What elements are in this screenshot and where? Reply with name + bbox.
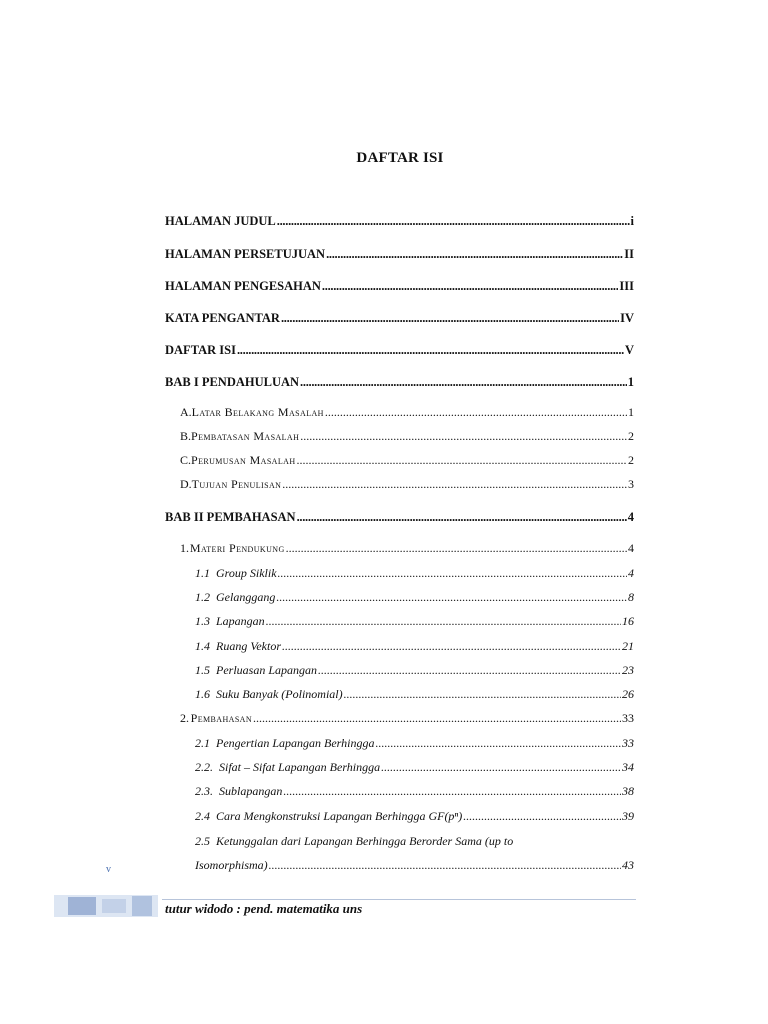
toc-label: HALAMAN PERSETUJUAN	[165, 247, 326, 261]
leader-dots	[277, 214, 630, 229]
toc-entry[interactable]	[180, 541, 634, 556]
toc-number: 1.3	[195, 614, 210, 628]
toc-page: 4	[628, 566, 634, 580]
toc-number: 2.5	[195, 834, 210, 848]
toc-label: Tujuan Penulisan	[191, 477, 282, 491]
toc-label: Sublapangan	[219, 784, 283, 798]
toc-number: 1.5	[195, 663, 210, 677]
toc-page: III	[619, 279, 634, 293]
leader-dots	[266, 614, 621, 629]
toc-number: 1.4	[195, 639, 210, 653]
toc-entry[interactable]	[165, 375, 634, 390]
toc-page: 34	[622, 760, 634, 774]
toc-page: 43	[622, 858, 634, 872]
toc-entry[interactable]	[180, 405, 634, 420]
leader-dots	[375, 736, 621, 751]
leader-dots	[286, 541, 627, 556]
toc-label: Group Siklik	[216, 566, 277, 580]
toc-page: 16	[622, 614, 634, 628]
toc-entry[interactable]	[195, 736, 634, 751]
toc-number: 2.	[180, 711, 189, 725]
toc-number: 1.2	[195, 590, 210, 604]
toc-number: C.	[180, 453, 192, 467]
leader-dots	[237, 343, 624, 358]
toc-entry[interactable]	[165, 214, 634, 229]
toc-number: 2.2.	[195, 760, 213, 774]
toc-label: Pembatasan Masalah	[191, 429, 300, 443]
toc-page: 33	[622, 736, 634, 750]
leader-dots	[297, 453, 628, 468]
toc-entry[interactable]	[165, 510, 634, 525]
toc-page: V	[624, 343, 634, 357]
toc-entry[interactable]	[165, 311, 634, 326]
toc-number: A.	[180, 405, 192, 419]
leader-dots	[269, 858, 621, 873]
leader-dots	[276, 590, 627, 605]
leader-dots	[278, 566, 627, 581]
toc-page: 2	[628, 453, 634, 467]
toc-page: 23	[622, 663, 634, 677]
toc-entry[interactable]	[195, 858, 634, 873]
leader-dots	[281, 311, 619, 326]
toc-label: Ketunggalan dari Lapangan Berhingga Berorder Sama (up to	[216, 834, 514, 848]
toc-number: 1.1	[195, 566, 210, 580]
toc-entry[interactable]	[195, 590, 634, 605]
toc-label: Lapangan	[216, 614, 265, 628]
toc-entry[interactable]	[180, 711, 634, 726]
toc-page: 33	[622, 711, 634, 725]
toc-label: BAB II PEMBAHASAN	[165, 510, 296, 524]
toc-page: 26	[622, 687, 634, 701]
toc-page: 2	[628, 429, 634, 443]
toc-entry[interactable]	[195, 614, 634, 629]
toc-label: Materi Pendukung	[189, 541, 285, 555]
leader-dots	[322, 279, 618, 294]
toc-number: B.	[180, 429, 192, 443]
leader-dots	[463, 809, 621, 824]
leader-dots	[300, 429, 627, 444]
toc-entry[interactable]	[165, 343, 634, 358]
toc-label: Gelanggang	[216, 590, 276, 604]
leader-dots	[282, 639, 621, 654]
leader-dots	[318, 663, 621, 678]
footer-rule	[162, 899, 636, 900]
toc-number: 2.4	[195, 809, 210, 823]
toc-label: Latar Belakang Masalah	[191, 405, 324, 419]
toc-entry[interactable]	[165, 247, 634, 262]
leader-dots	[300, 375, 627, 390]
toc-number: 2.1	[195, 736, 210, 750]
toc-entry[interactable]	[195, 809, 634, 824]
toc-page: 21	[622, 639, 634, 653]
toc-page: 4	[627, 510, 634, 524]
toc-label: Isomorphisma)	[195, 858, 268, 872]
toc-label: DAFTAR ISI	[165, 343, 236, 357]
leader-dots	[253, 711, 621, 726]
page-title: DAFTAR ISI	[356, 150, 444, 166]
toc-label: Perluasan Lapangan	[216, 663, 318, 677]
footer-text: tutur widodo : pend. matematika uns	[165, 901, 363, 916]
leader-dots	[297, 510, 627, 525]
leader-dots	[283, 784, 621, 799]
toc-page: 1	[628, 405, 634, 419]
toc-entry[interactable]	[195, 687, 634, 702]
toc-page: i	[630, 214, 634, 228]
toc-label: Pengertian Lapangan Berhingga	[216, 736, 375, 750]
toc-entry[interactable]	[195, 639, 634, 654]
toc-number: 1.6	[195, 687, 210, 701]
toc-page: 1	[627, 375, 634, 389]
leader-dots	[282, 477, 627, 492]
toc-label: Sifat – Sifat Lapangan Berhingga	[219, 760, 381, 774]
leader-dots	[344, 687, 621, 702]
leader-dots	[381, 760, 621, 775]
toc-label: Suku Banyak (Polinomial)	[216, 687, 343, 701]
toc-entry[interactable]	[195, 566, 634, 581]
toc-label: Perumusan Masalah	[191, 453, 296, 467]
toc-entry[interactable]	[180, 453, 634, 468]
toc-number: D.	[180, 477, 192, 491]
toc-page: 8	[628, 590, 634, 604]
toc-page: 4	[628, 541, 634, 555]
margin-page-number: v	[106, 864, 111, 875]
toc-page: 39	[622, 809, 634, 823]
toc-entry[interactable]	[195, 834, 634, 849]
leader-dots	[325, 405, 627, 420]
toc-page: 38	[622, 784, 634, 798]
footer-decoration	[54, 895, 158, 917]
toc-label: HALAMAN PENGESAHAN	[165, 279, 321, 293]
toc-label: Pembahasan	[190, 711, 253, 725]
toc-label: HALAMAN JUDUL	[165, 214, 276, 228]
toc-page: II	[624, 247, 634, 261]
toc-number: 1.	[180, 541, 189, 555]
toc-page: 3	[628, 477, 634, 491]
leader-dots	[326, 247, 623, 262]
toc-entry[interactable]	[195, 784, 634, 799]
toc-entry[interactable]	[165, 279, 634, 294]
toc-label: KATA PENGANTAR	[165, 311, 280, 325]
toc-label: Ruang Vektor	[216, 639, 281, 653]
toc-entry[interactable]	[195, 760, 634, 775]
toc-label: Cara Mengkonstruksi Lapangan Berhingga GF(pⁿ)	[216, 809, 463, 823]
toc-label: BAB I PENDAHULUAN	[165, 375, 300, 389]
toc-entry[interactable]	[180, 477, 634, 492]
toc-entry[interactable]	[180, 429, 634, 444]
toc-number: 2.3.	[195, 784, 213, 798]
toc-entry[interactable]	[195, 663, 634, 678]
toc-page: IV	[620, 311, 634, 325]
